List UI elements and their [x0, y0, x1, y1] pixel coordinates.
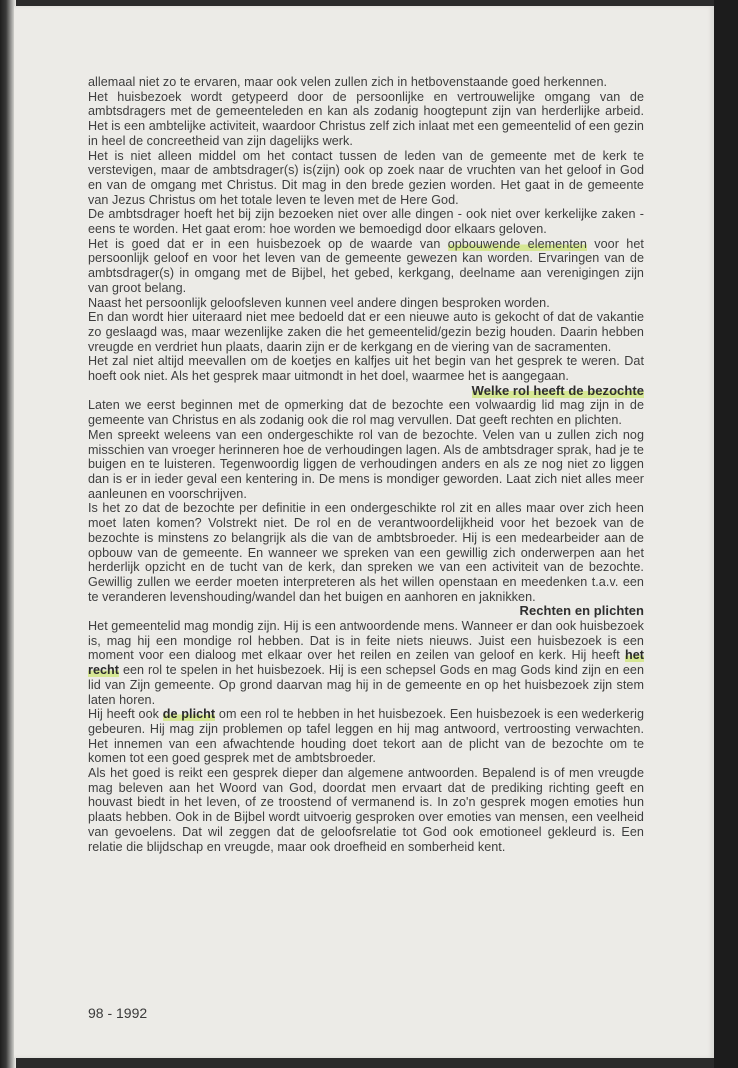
paragraph: Het zal niet altijd meevallen om de koetjes en kalfjes uit het begin van het gesprek te weren. Dat hoeft ook niet. Als het gesprek maar uitmondt in het doel, waarmee het is aangegaan. — [88, 354, 644, 384]
paragraph-text: een rol te spelen in het huisbezoek. Hij is een schepsel Gods en mag Gods kind zijn en een lid van Zijn gemeente. Op grond daarvan mag hij in de gemeente en op het huisbezoek zijn stem laten horen. — [88, 663, 644, 707]
highlighted-phrase: opbouwende elementen — [447, 236, 587, 251]
paragraph: Laten we eerst beginnen met de opmerking dat de bezochte een volwaardig lid mag zijn in de gemeente van Christus en als zodanig ook die rol mag vervullen. Dat geeft rechten en plichten. — [88, 398, 644, 428]
paragraph-text: Het is goed dat er in een huisbezoek op de waarde van — [88, 236, 448, 251]
paragraph: allemaal niet zo te ervaren, maar ook velen zullen zich in hetbovenstaande goed herkennen. — [88, 75, 608, 89]
bold-highlighted-phrase: de plicht — [162, 707, 216, 722]
paragraph-text: Het gemeentelid mag mondig zijn. Hij is een antwoordende mens. Wanneer er dan ook huisbezoek is, mag hij een mondige rol hebben. Dat is in feite niets nieuws. Juist een huisbezoek is een moment voor een dialoog met elkaar over het reilen en zeilen van geloof en kerk. Hij heeft — [88, 619, 644, 663]
paragraph: Is het zo dat de bezochte per definitie in een ondergeschikte rol zit en alles maar over zich heen moet laten komen? Volstrekt niet. De rol en de verantwoordelijkheid voor het bezoek van de bezochte is minstens zo belangrijk als die van de ambtsbroeder. Hij is een medearbeider aan de opbouw van de gemeente. En wanneer we spreken van een gewillig zich onderwerpen aan het herderlijk opzicht en de tucht van de kerk, dan spreken we van een activiteit van de bezochte. Gewillig zullen we eerder moeten interpreteren als het willen openstaan en meedenken t.a.v. een te veranderen levenshouding/wandel dan het buigen en aanhoren en jaknikken. — [88, 501, 644, 604]
heading-text: Welke rol heeft de bezochte — [471, 382, 644, 398]
paragraph: Het huisbezoek wordt getypeerd door de persoonlijke en vertrouwelijke omgang van de ambtsdragers met de gemeenteleden en kan als zodanig hoogtepunt zijn van herderlijke arbeid. Het is een ambtelijke activiteit, waardoor Christus zelf zich inlaat met een gemeentelid of een gezin in heel de concreetheid van zijn dagelijks werk. — [88, 89, 644, 148]
paragraph-text: om een rol te hebben in het huisbezoek. Een huisbezoek is een wederkerig gebeuren. Hij mag zijn problemen op tafel leggen en hij mag antwoord, vertroosting verwachten. Het innemen van een afwachtende houding doet tekort aan de plicht van de bezochte om te komen tot een goed gesprek met de ambtsbroeder. — [88, 707, 644, 766]
paragraph: En dan wordt hier uiteraard niet mee bedoeld dat er een nieuwe auto is gekocht of dat de vakantie zo geslaagd was, maar wezenlijke zaken die het gemeentelid/gezin bezig houden. Daarin hebben vreugde en verdriet hun plaats, daarin zijn er de kerkgang en de viering van de sacramenten. — [88, 310, 644, 354]
bold-highlighted-phrase: het recht — [88, 648, 644, 678]
paragraph — [88, 619, 644, 707]
paragraph-text: Hij heeft ook — [88, 707, 163, 722]
section-heading: Rechten en plichten — [519, 603, 644, 619]
paragraph: Men spreekt weleens van een ondergeschikte rol van de bezochte. Velen van u zullen zich nog misschien van vroeger herinneren hoe de verhoudingen lagen. Als de ambtsdrager sprak, had je te buigen en te luisteren. Tegenwoordig liggen de verhoudingen anders en als ze nog niet zo liggen dan is er in ieder geval een kentering in. De mens is mondiger geworden. Laat zich niet alles meer aanleunen en voorschrijven. — [88, 427, 644, 501]
paragraph — [88, 237, 644, 296]
page-number: 98 - 1992 — [88, 1005, 148, 1021]
paragraph: Naast het persoonlijk geloofsleven kunnen veel andere dingen besproken worden. — [88, 295, 550, 310]
section-heading — [88, 384, 644, 399]
paragraph-text: voor het persoonlijk geloof en voor het leven van de gemeente gewezen kan worden. Ervaringen van de ambtsdrager(s) in omgang met de Bijbel, het gebed, kerkgang, deelname aan verenigingen zijn van groot belang. — [88, 236, 644, 295]
paragraph: Het is niet alleen middel om het contact tussen de leden van de gemeente met de kerk te verstevigen, maar de ambtsdrager(s) is(zijn) ook op zoek naar de vruchten van het geloof in God en van de omgang met Christus. Dit mag in den brede gezien worden. Het gaat in de gemeente van Jezus Christus om het totale leven te leven met de Here God. — [88, 148, 644, 207]
scan-right-edge — [714, 0, 738, 1068]
article-body — [88, 75, 644, 854]
paragraph: Als het goed is reikt een gesprek dieper dan algemene antwoorden. Bepalend is of men vreugde mag beleven aan het Woord van God, doordat men ervaart dat de prediking richting geeft en houvast biedt in het leven, of ze troostend of vermanend is. In zo'n gesprek mogen emoties hun plaats hebben. Ook in de Bijbel wordt uitvoerig gesproken over emoties van mensen, een veelheid van gevoelens. Dat wil zeggen dat de geloofsrelatie tot God ook emotioneel gekleurd is. Een relatie die blijdschap en vreugde, maar ook droefheid en somberheid kent. — [88, 766, 644, 854]
paragraph: De ambtsdrager hoeft het bij zijn bezoeken niet over alle dingen - ook niet over kerkelijke zaken - eens te worden. Het gaat erom: hoe worden we bemoedigd door elkaars geloven. — [88, 207, 644, 237]
paragraph — [88, 707, 644, 766]
